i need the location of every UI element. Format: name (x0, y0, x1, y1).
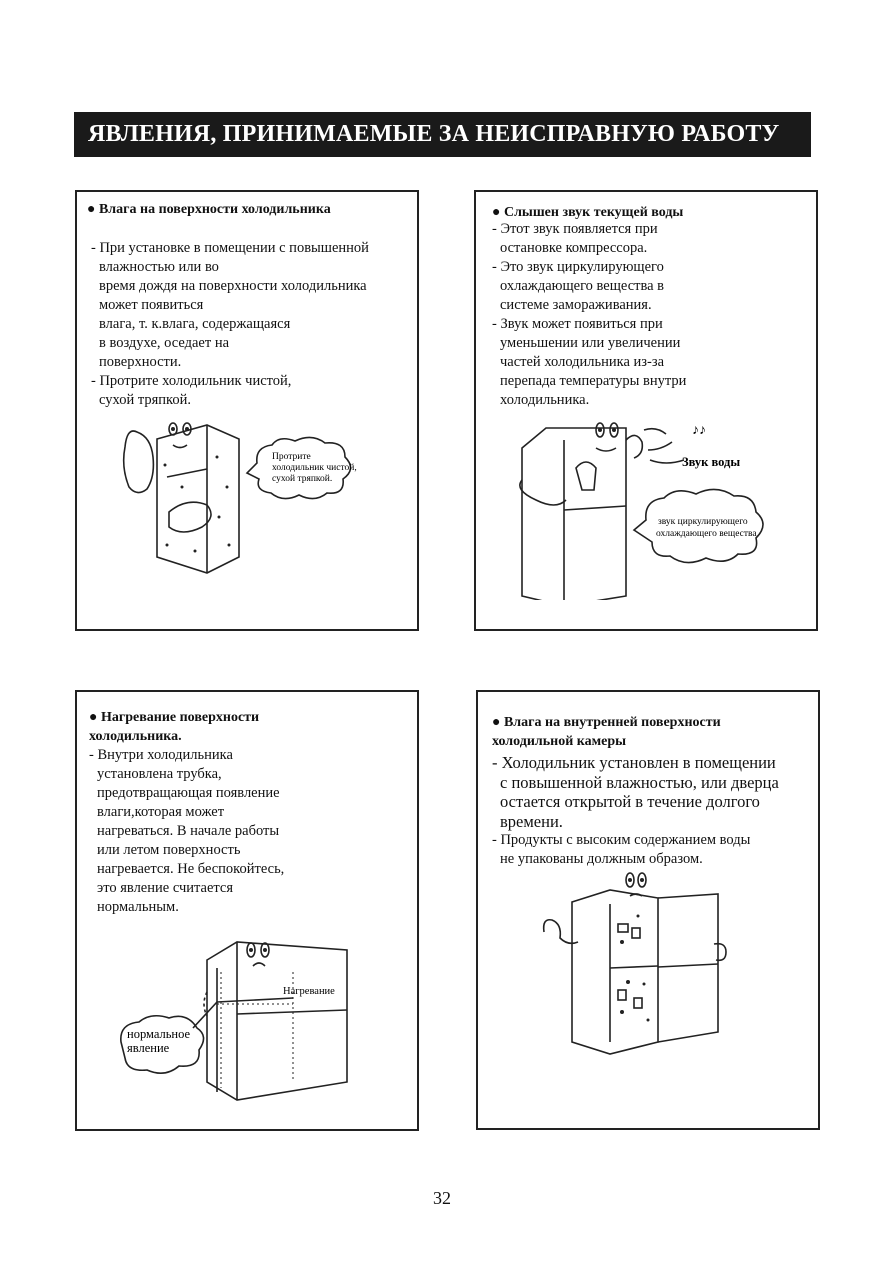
text-line: это явление считается (97, 880, 234, 896)
text-line: или летом поверхность (97, 842, 241, 858)
text-line: охлаждающего вещества в (500, 278, 665, 294)
text-line: нагреваться. В начале работы (97, 823, 280, 839)
panel-inner-moisture (476, 690, 820, 1130)
text-line: системе замораживания. (500, 297, 652, 313)
panel-text (492, 220, 686, 410)
heat-label: Нагревание (283, 986, 335, 997)
text-line: - Продукты с высоким содержанием воды (492, 832, 751, 848)
panel-title (89, 708, 259, 746)
text-line: в воздухе, оседает на (99, 335, 230, 351)
hand-icon (576, 462, 596, 490)
text-line: влажностью или во (99, 259, 219, 275)
panel-title: ● Влага на поверхности холодильника (87, 202, 331, 217)
text-line: не упакованы должным образом. (500, 851, 703, 867)
title-line: холодильной камеры (492, 734, 627, 749)
text-line: нагревается. Не беспокойтесь, (97, 861, 285, 877)
title-line: ● Нагревание поверхности (89, 710, 260, 725)
bubble-line: явление (127, 1041, 170, 1055)
bubble-line: звук циркулирующего (658, 517, 748, 527)
fridge-outline (157, 425, 239, 573)
page-number: 32 (433, 1188, 451, 1208)
text-line: остановке компрессора. (500, 240, 648, 256)
text-line: может появиться (99, 297, 204, 313)
text-line: остается открытой в течение долгого (500, 792, 760, 811)
fridge-wiping-illustration (107, 417, 397, 577)
text-line: времени. (500, 811, 563, 831)
text-line: влаги,которая может (97, 804, 225, 820)
panel-surface-moisture (75, 190, 419, 631)
bubble-line: холодильник чистой, (272, 463, 357, 473)
hand-icon (544, 920, 578, 944)
door-hand-icon (714, 944, 726, 961)
panel-text (91, 239, 369, 410)
text-line: частей холодильника из-за (500, 354, 665, 370)
fridge-outline (207, 942, 347, 1100)
panel-title: ● Слышен звук текущей воды (492, 205, 684, 220)
text-line: - При установке в помещении с повышенной (91, 240, 369, 256)
fridge-listening-illustration (516, 420, 771, 600)
fridge-outline (522, 428, 626, 600)
text-line: поверхности. (99, 354, 182, 370)
text-line: - Внутри холодильника (89, 747, 233, 763)
text-line: - Это звук циркулирующего (492, 259, 664, 275)
arm-icon (520, 480, 566, 505)
fridge-heating-illustration (117, 932, 357, 1102)
panel-text (89, 746, 284, 917)
text-line: установлена трубка, (97, 766, 222, 782)
bubble-line: охлаждающего вещества (656, 529, 757, 539)
fridge-open-door-illustration (538, 872, 738, 1057)
panel-text (492, 831, 750, 869)
text-line: перепада температуры внутри (500, 373, 687, 389)
cloth-icon (124, 431, 154, 493)
hand-icon (169, 502, 211, 532)
panel-title (492, 713, 721, 751)
text-line: с повышенной влажностью, или дверца (500, 772, 779, 792)
panel-surface-heating (75, 690, 419, 1131)
door-outline (658, 894, 718, 1042)
music-note-icon: ♪♪ (692, 423, 706, 438)
page-title: ЯВЛЕНИЯ, ПРИНИМАЕМЫЕ ЗА НЕИСПРАВНУЮ РАБОТУ (74, 112, 811, 157)
panel-water-sound (474, 190, 818, 631)
text-line: - Протрите холодильник чистой, (91, 373, 292, 389)
bubble-line: сухой тряпкой. (272, 474, 333, 484)
text-line: нормальным. (97, 899, 179, 915)
ear-hand-icon (626, 435, 642, 458)
title-line: ● Влага на внутренней поверхности (492, 715, 721, 730)
title-line: холодильника. (89, 729, 182, 744)
text-line: - Холодильник установлен в помещении (492, 753, 776, 772)
text-line: холодильника. (500, 392, 590, 408)
fridge-outline (572, 890, 658, 1054)
panel-text-large (492, 753, 779, 831)
text-line: время дождя на поверхности холодильника (99, 278, 367, 294)
sound-label: Звук воды (682, 455, 741, 469)
text-line: - Этот звук появляется при (492, 221, 658, 237)
bubble-line: нормальное (127, 1027, 191, 1041)
text-line: - Звук может появиться при (492, 316, 663, 332)
text-line: предотвращающая появление (97, 785, 280, 801)
bubble-line: Протрите (272, 452, 311, 462)
text-line: сухой тряпкой. (99, 392, 191, 408)
text-line: влага, т. к.влага, содержащаяся (99, 316, 291, 332)
text-line: уменьшении или увеличении (500, 335, 681, 351)
